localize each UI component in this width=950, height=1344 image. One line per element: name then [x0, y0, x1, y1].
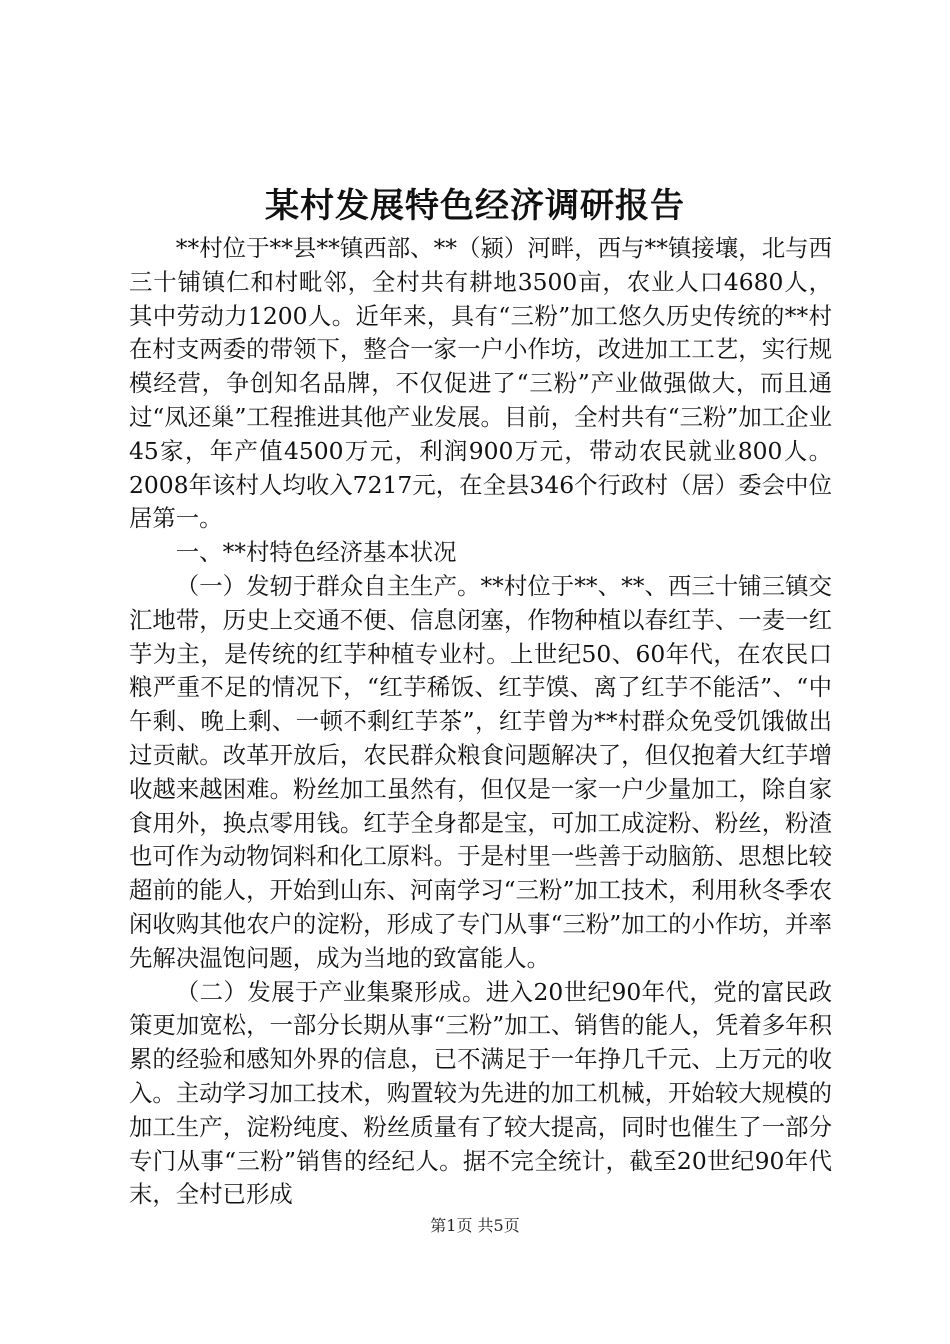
- subsection-paragraph-2: （二）发展于产业集聚形成。进入20世纪90年代，党的富民政策更加宽松，一部分长期从事“三粉”加工、销售的能人，凭着多年积累的经验和感知外界的信息，已不满足于一年挣几千元、上万元的收入。主动学习加工技术，购置较为先进的加工机械，开始较大规模的加工生产，淀粉纯度、粉丝质量有了较大提高，同时也催生了一部分专门从事“三粉”销售的经纪人。据不完全统计，截至20世纪90年代末，全村已形成: [129, 977, 832, 1209]
- page-footer: 第1页 共5页: [430, 1216, 520, 1235]
- document-body: [129, 232, 832, 1212]
- section-heading: 一、**村特色经济基本状况: [175, 538, 457, 567]
- subsection-paragraph-1: （一）发轫于群众自主生产。**村位于**、**、西三十铺三镇交汇地带，历史上交通不便、信息闭塞，作物种植以春红芋、一麦一红芋为主，是传统的红芋种植专业村。上世纪50、60年代，在农民口粮严重不足的情况下，“红芋稀饭、红芋馍、离了红芋不能活”、“中午剩、晚上剩、一顿不剩红芋茶”，红芋曾为**村群众免受饥饿做出过贡献。改革开放后，农民群众粮食问题解决了，但仅抱着大红芋增收越来越困难。粉丝加工虽然有，但仅是一家一户少量加工，除自家食用外，换点零用钱。红芋全身都是宝，可加工成淀粉、粉丝，粉渣也可作为动物饲料和化工原料。于是村里一些善于动脑筋、思想比较超前的能人，开始到山东、河南学习“三粉”加工技术，利用秋冬季农闲收购其他农户的淀粉，形成了专门从事“三粉”加工的小作坊，并率先解决温饱问题，成为当地的致富能人。: [129, 571, 832, 972]
- intro-paragraph: **村位于**县**镇西部、**（颍）河畔，西与**镇接壤，北与西三十铺镇仁和村毗邻，全村共有耕地3500亩，农业人口4680人，其中劳动力1200人。近年来，具有“三粉”加工悠久历史传统的**村在村支两委的带领下，整合一家一户小作坊，改进加工工艺，实行规模经营，争创知名品牌，不仅促进了“三粉”产业做强做大，而且通过“凤还巢”工程推进其他产业发展。目前，全村共有“三粉”加工企业45家，年产值4500万元，利润900万元，带动农民就业800人。2008年该村人均收入7217元，在全县346个行政村（居）委会中位居第一。: [129, 234, 832, 533]
- page-title: 某村发展特色经济调研报告: [265, 186, 685, 226]
